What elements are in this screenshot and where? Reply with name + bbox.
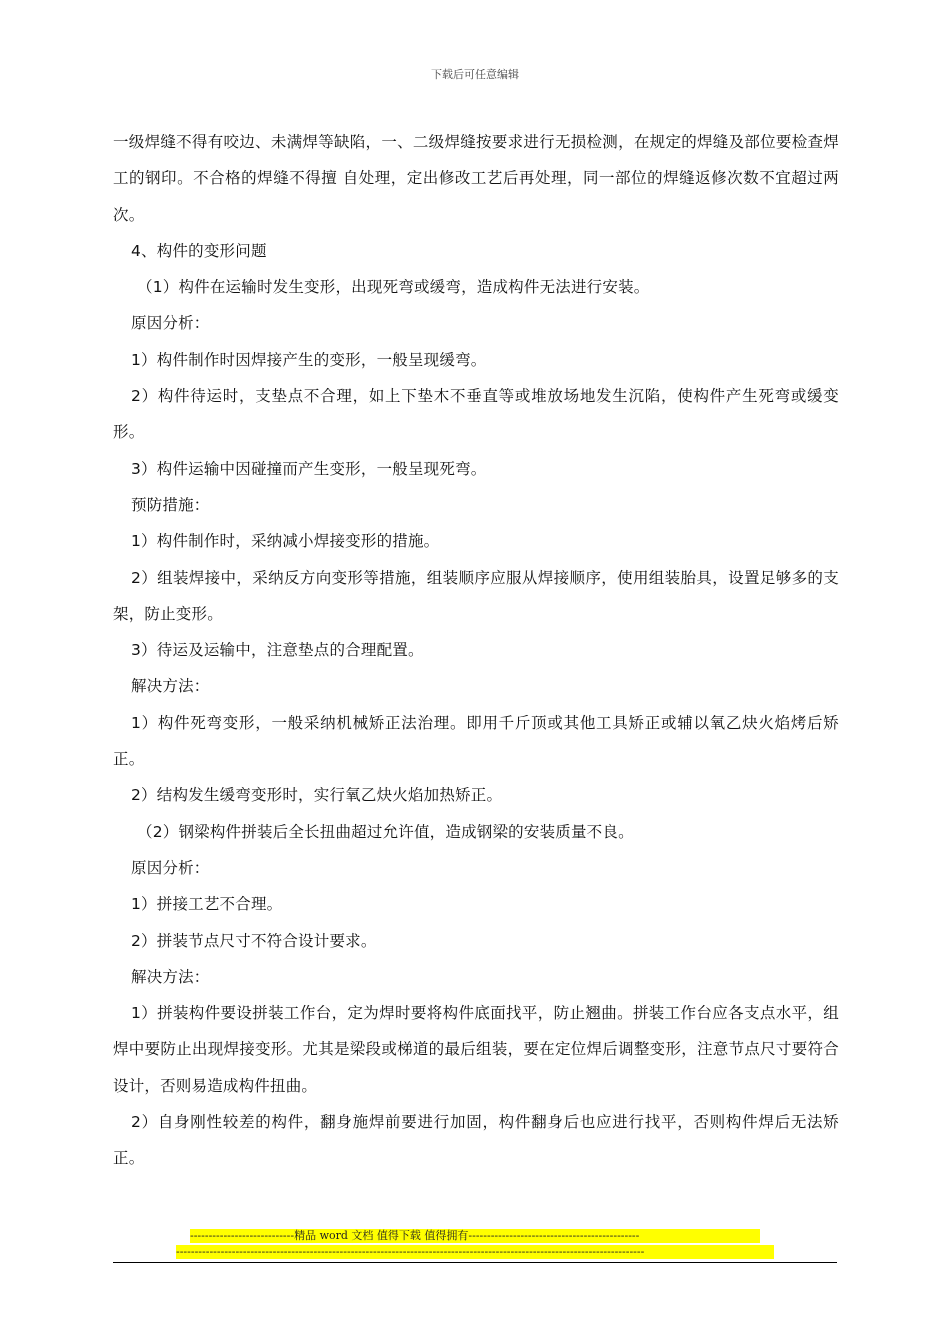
footer-dashes: ------------------------------------------------------------------------------------------------------------------------------ [176,1245,774,1259]
paragraph: 2）自身刚性较差的构件，翻身施焊前要进行加固，构件翻身后也应进行找平，否则构件焊后无法矫正。 [113,1113,839,1168]
footer-banner: ----------------------------精品 word 文档 值得下载 值得拥有---------------------------------------------- [190,1229,760,1243]
paragraph: 原因分析： [131,858,210,877]
paragraph: （1）构件在运输时发生变形，出现死弯或缓弯，造成构件无法进行安装。 [137,278,650,297]
paragraph: 解决方法： [131,677,210,696]
paragraph: 1）拼装构件要设拼装工作台，定为焊时要将构件底面找平，防止翘曲。拼装工作台应各支点水平，组焊中要防止出现焊接变形。尤其是梁段或梯道的最后组装，要在定位焊后调整变形，注意节点尺寸要符合设计，否则易造成构件扭曲。 [113,1004,839,1095]
paragraph: 原因分析： [131,314,210,333]
paragraph: 4、构件的变形问题 [131,241,267,260]
paragraph: 2）拼装节点尺寸不符合设计要求。 [131,931,377,950]
paragraph: 1）构件死弯变形，一般采纳机械矫正法治理。即用千斤顶或其他工具矫正或辅以氧乙炔火焰烤后矫正。 [113,713,839,769]
paragraph: 解决方法： [131,967,210,986]
paragraph: 2）组装焊接中，采纳反方向变形等措施，组装顺序应服从焊接顺序，使用组装胎具，设置足够多的支架，防止变形。 [113,568,839,623]
paragraph: 1）构件制作时，采纳减小焊接变形的措施。 [131,532,440,551]
footer-rule [113,1262,837,1263]
paragraph: 1）构件制作时因焊接产生的变形，一般呈现缓弯。 [131,350,487,369]
paragraph: 2）结构发生缓弯变形时，实行氧乙炔火焰加热矫正。 [131,786,503,805]
paragraph: 预防措施： [131,495,210,514]
paragraph: 1）拼接工艺不合理。 [131,895,283,914]
page-header: 下载后可任意编辑 [431,68,519,81]
paragraph: 一级焊缝不得有咬边、未满焊等缺陷，一、二级焊缝按要求进行无损检测，在规定的焊缝及部位要检查焊工的钢印。不合格的焊缝不得擅 自处理，定出修改工艺后再处理，同一部位的焊缝返修次数不宜超过两次。 [113,133,839,224]
paragraph: （2）钢梁构件拼装后全长扭曲超过允许值，造成钢梁的安装质量不良。 [137,822,634,841]
paragraph: 2）构件待运时，支垫点不合理，如上下垫木不垂直等或堆放场地发生沉陷，使构件产生死弯或缓变形。 [113,387,839,442]
document-body [113,124,839,1177]
paragraph: 3）构件运输中因碰撞而产生变形，一般呈现死弯。 [131,459,487,478]
paragraph: 3）待运及运输中，注意垫点的合理配置。 [131,641,424,660]
